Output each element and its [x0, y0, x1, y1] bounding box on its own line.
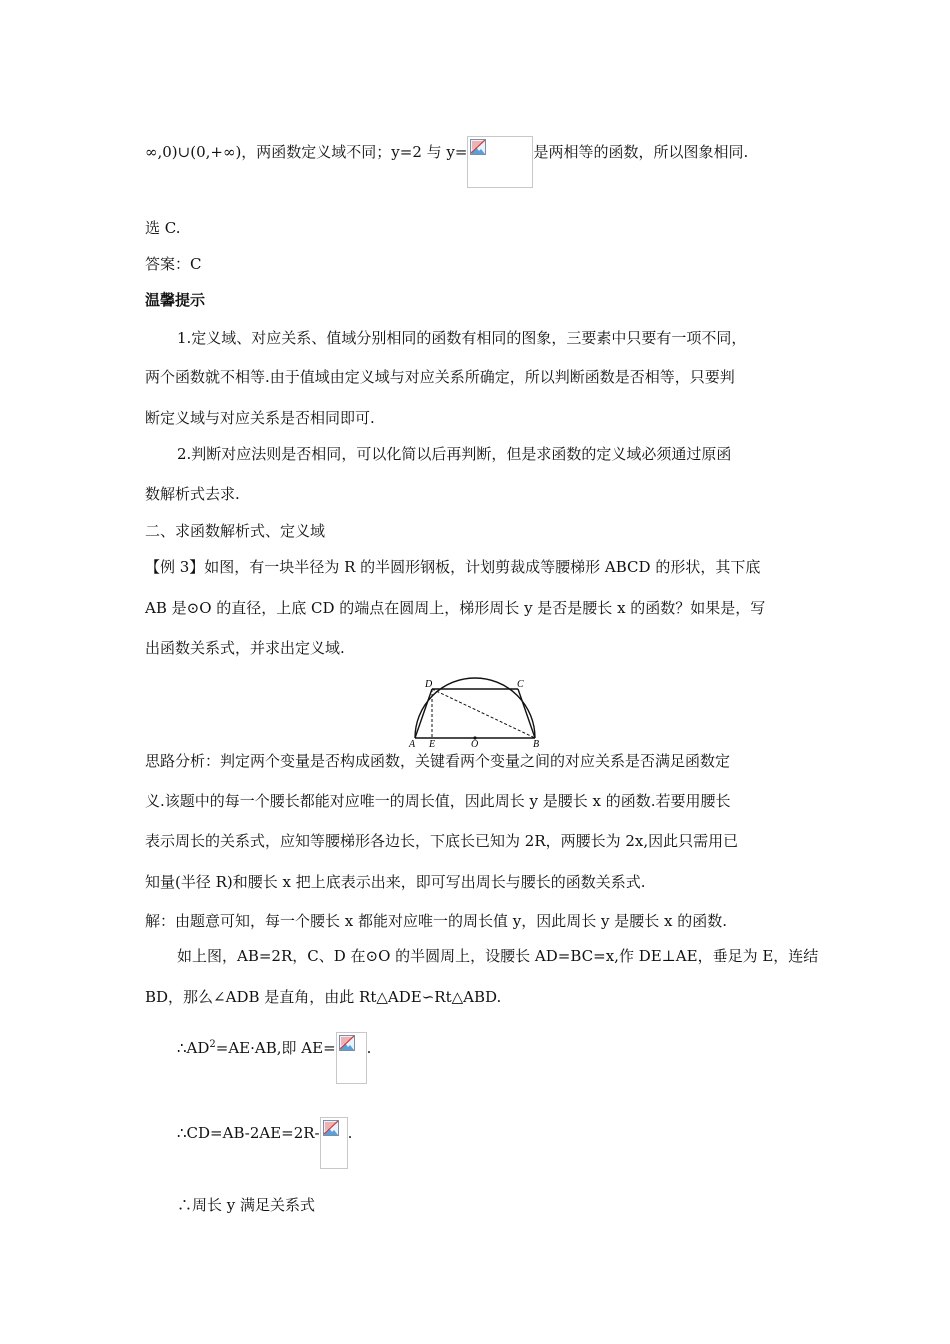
equation-line	[177, 1123, 805, 1169]
text-segment: .	[366, 1039, 372, 1057]
text-line: 答案：C	[145, 255, 202, 273]
text-segment: 是两相等的函数，所以图象相同.	[533, 143, 749, 161]
text-line: 【例 3】如图，有一块半径为 R 的半圆形钢板，计划剪裁成等腰梯形 ABCD 的形状，其下底	[145, 558, 761, 576]
text-line	[145, 142, 805, 188]
semicircle-trapezoid-figure	[405, 676, 545, 748]
text-segment: ∴AD	[177, 1039, 210, 1057]
text-line: AB 是⊙O 的直径，上底 CD 的端点在圆周上，梯形周长 y 是否是腰长 x 的函数？如果是，写	[145, 599, 766, 617]
text-segment: =AE·AB,即 AE=	[215, 1039, 336, 1057]
text-line: BD，那么∠ADB 是直角，由此 Rt△ADE∽Rt△ABD.	[145, 988, 502, 1006]
text-line: 义.该题中的每一个腰长都能对应唯一的周长值，因此周长 y 是腰长 x 的函数.若要用腰长	[145, 792, 731, 810]
text-segment: ∴CD=AB-2AE=2R-	[177, 1124, 320, 1142]
text-line: ∴周长 y 满足关系式	[177, 1196, 316, 1214]
text-line: 出函数关系式，并求出定义域.	[145, 639, 345, 657]
label-b: B	[533, 739, 540, 748]
image-placeholder-icon	[323, 1120, 339, 1136]
broken-image-icon	[320, 1117, 348, 1169]
section-heading: 二、求函数解析式、定义域	[145, 522, 326, 540]
label-d: D	[425, 679, 433, 690]
broken-image-icon	[467, 136, 533, 188]
text-line: 选 C.	[145, 219, 181, 237]
label-e: E	[429, 739, 436, 748]
text-line: 数解析式去求.	[145, 485, 240, 503]
leg-ad	[415, 689, 432, 738]
text-segment: .	[347, 1124, 353, 1142]
text-line: 2.判断对应法则是否相同，可以化简以后再判断，但是求函数的定义域必须通过原函	[177, 445, 732, 463]
superscript: 2	[209, 1039, 216, 1050]
section-heading: 温馨提示	[145, 291, 206, 309]
text-line: 表示周长的关系式，应知等腰梯形各边长，下底长已知为 2R，两腰长为 2x,因此只需用已	[145, 832, 739, 850]
text-line: 解：由题意可知，每一个腰长 x 都能对应唯一的周长值 y，因此周长 y 是腰长 x 的函数.	[145, 912, 728, 930]
broken-image-icon	[336, 1032, 367, 1084]
text-line: 思路分析：判定两个变量是否构成函数，关键看两个变量之间的对应关系是否满足函数定	[145, 752, 731, 770]
text-line: 知量(半径 R)和腰长 x 把上底表示出来，即可写出周长与腰长的函数关系式.	[145, 873, 646, 891]
label-a: A	[409, 739, 416, 748]
image-placeholder-icon	[470, 139, 486, 155]
equation-line	[177, 1038, 805, 1084]
text-line: 断定义域与对应关系是否相同即可.	[145, 409, 375, 427]
diagonal-bd	[432, 689, 535, 738]
image-placeholder-icon	[339, 1035, 355, 1051]
label-o: O	[471, 739, 479, 748]
text-line: 两个函数就不相等.由于值域由定义域与对应关系所确定，所以判断函数是否相等，只要判	[145, 368, 735, 386]
text-line: 如上图，AB=2R，C、D 在⊙O 的半圆周上，设腰长 AD=BC=x,作 DE⊥AE，垂足为 E，连结	[177, 947, 819, 965]
text-line: 1.定义域、对应关系、值域分别相同的函数有相同的图象，三要素中只要有一项不同，	[177, 329, 747, 347]
label-c: C	[517, 679, 524, 690]
text-segment: ∞,0)∪(0,+∞)，两函数定义域不同；y=2 与 y=	[145, 143, 468, 161]
